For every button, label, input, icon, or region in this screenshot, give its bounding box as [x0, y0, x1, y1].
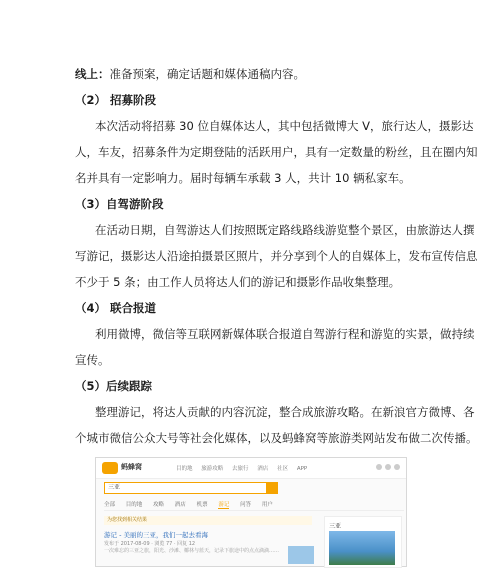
- heading-selfdrive: （3）自驾游阶段: [75, 197, 164, 211]
- tab: 全部: [104, 502, 116, 508]
- selfdrive-line-2: 写游记，摄影达人沿途拍摄景区照片，并分享到个人的自媒体上，发布宣传信息: [75, 249, 478, 263]
- destination-card: [324, 516, 402, 568]
- result-body: 一次难忘的三亚之旅，阳光、沙滩、椰林与蓝天，记录下旅途中的点点滴滴……: [104, 548, 280, 554]
- paragraph-online: [75, 66, 430, 82]
- nav-item: 社区: [277, 466, 289, 472]
- site-nav: [176, 464, 314, 472]
- nav-item: 酒店: [257, 466, 269, 472]
- selfdrive-line-1: 在活动日期，自驾游达人们按照既定路线路线游览整个景区，由旅游达人撰: [95, 223, 475, 237]
- recruit-line-2: 人，车友，招募条件为定期登陆的活跃用户，具有一定数量的粉丝，且在圈内知: [75, 145, 478, 159]
- tab: 机票: [196, 502, 208, 508]
- embedded-website-screenshot: [95, 457, 407, 567]
- message-icon: [385, 464, 391, 470]
- destination-title: 三亚: [329, 523, 342, 530]
- online-label: 线上：: [75, 67, 110, 81]
- tab-active: 游记: [218, 502, 230, 508]
- site-header: [96, 458, 406, 479]
- nav-item: 目的地: [176, 466, 193, 472]
- recruit-line-3: 名并具有一定影响力。届时每辆车承载 3 人，共计 10 辆私家车。: [75, 171, 411, 185]
- tab: 酒店: [174, 502, 186, 508]
- site-search-input: 三亚: [104, 482, 267, 494]
- tab: 目的地: [125, 502, 143, 508]
- heading-followup: （5）后续跟踪: [75, 379, 153, 393]
- result-title: 游记 - 美丽的三亚，我们一起去看海: [104, 531, 208, 539]
- tab: 攻略: [153, 502, 165, 508]
- online-text: 准备预案，确定话题和媒体通稿内容。: [109, 67, 305, 81]
- menu-icon: [394, 464, 400, 470]
- result-meta: 发布于 2017-08-09 · 浏览 77 · 回复 12: [104, 541, 196, 547]
- beach-photo: [329, 531, 395, 565]
- heading-recruit: （2） 招募阶段: [75, 93, 157, 107]
- nav-item: APP: [296, 466, 308, 472]
- user-icon: [376, 464, 382, 470]
- selfdrive-line-3: 不少于 5 条；由工作人员将达人们的游记和摄影作品收集整理。: [75, 275, 401, 289]
- nav-item: 旅游攻略: [201, 466, 224, 472]
- result-thumbnail: [288, 546, 314, 564]
- site-logo-text: 蚂蜂窝: [121, 463, 142, 471]
- followup-line-1: 整理游记，将达人贡献的内容沉淀，整合成旅游攻略。在新浪官方微博、各: [95, 405, 475, 419]
- nav-item: 去旅行: [232, 466, 249, 472]
- bee-logo-icon: [102, 462, 118, 474]
- header-icons: [373, 464, 400, 472]
- report-line-2: 宣传。: [75, 353, 110, 367]
- tab: 问答: [240, 502, 252, 508]
- result-notice: 为您找到相关结果: [104, 516, 312, 525]
- followup-line-2: 个城市微信公众大号等社会化媒体，以及蚂蜂窝等旅游类网站发布做二次传播。: [75, 431, 478, 445]
- tab: 用户: [261, 502, 273, 508]
- recruit-line-1: 本次活动将招募 30 位自媒体达人，其中包括微博大 V，旅行达人，摄影达: [95, 119, 474, 133]
- search-icon: [266, 482, 278, 494]
- report-line-1: 利用微博，微信等互联网新媒体联合报道自驾游行程和游览的实景，做持续: [95, 327, 475, 341]
- result-tabs: [104, 500, 404, 511]
- heading-joint-report: （4） 联合报道: [75, 301, 157, 315]
